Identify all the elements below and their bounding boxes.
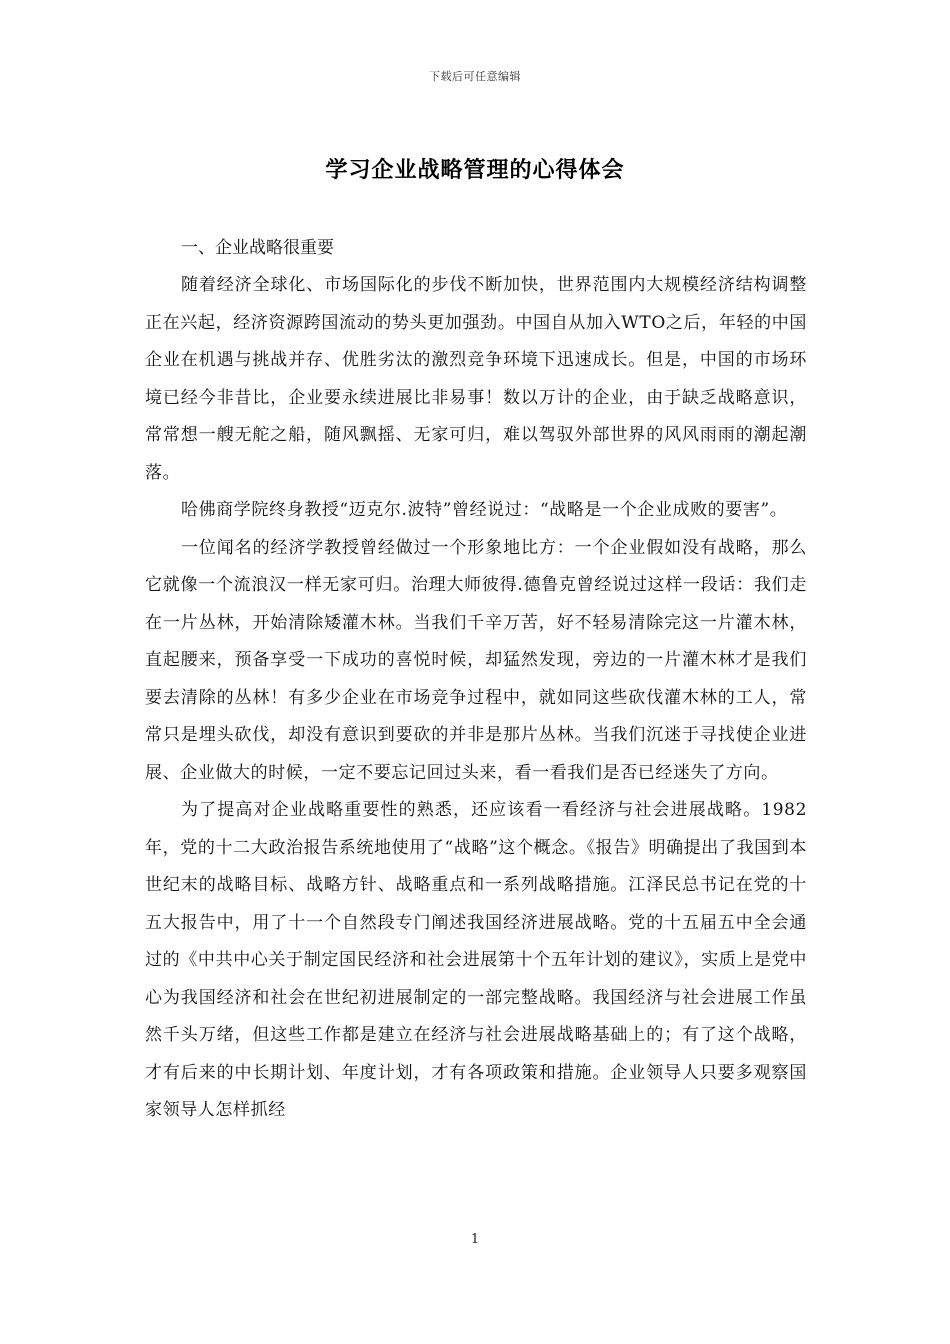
page-number: 1 bbox=[470, 1232, 480, 1247]
paragraph-1: 随着经济全球化、市场国际化的步伐不断加快，世界范围内大规模经济结构调整正在兴起，经济资源跨国流动的势头更加强劲。中国自从加入WTO之后，年轻的中国企业在机遇与挑战并存、优胜劣汰的激烈竞争环境下迅速成长。但是，中国的市场环境已经今非昔比，企业要永续进展比非易事！数以万计的企业，由于缺乏战略意识，常常想一艘无舵之船，随风飘摇、无家可归，难以驾驭外部世界的风风雨雨的潮起潮落。 bbox=[145, 275, 807, 483]
paragraph-3: 一位闻名的经济学教授曾经做过一个形象地比方：一个企业假如没有战略，那么它就像一个流浪汉一样无家可归。治理大师彼得.德鲁克曾经说过这样一段话：我们走在一片丛林，开始清除矮灌木林。当我们千辛万苦，好不轻易清除完这一片灌木林，直起腰来，预备享受一下成功的喜悦时候，却猛然发现，旁边的一片灌木林才是我们要去清除的丛林！有多少企业在市场竞争过程中，就如同这些砍伐灌木林的工人，常常只是埋头砍伐，却没有意识到要砍的并非是那片丛林。当我们沉迷于寻找使企业进展、企业做大的时候，一定不要忘记回过头来，看一看我们是否已经迷失了方向。 bbox=[145, 537, 807, 783]
paragraph-2: 哈佛商学院终身教授“迈克尔.波特”曾经说过：“战略是一个企业成败的要害”。 bbox=[181, 500, 788, 520]
header-note: 下载后可任意编辑 bbox=[429, 70, 521, 83]
section-heading: 一、企业战略很重要 bbox=[181, 238, 334, 258]
paragraph-4: 为了提高对企业战略重要性的熟悉，还应该看一看经济与社会进展战略。1982年，党的十二大政治报告系统地使用了“战略”这个概念。《报告》明确提出了我国到本世纪末的战略目标、战略方针、战略重点和一系列战略措施。江泽民总书记在党的十五大报告中，用了十一个自然段专门阐述我国经济进展战略。党的十五届五中全会通过的《中共中心关于制定国民经济和社会进展第十个五年计划的建议》，实质上是党中心为我国经济和社会在世纪初进展制定的一部完整战略。我国经济与社会进展工作虽然千头万绪，但这些工作都是建立在经济与社会进展战略基础上的；有了这个战略，才有后来的中长期计划、年度计划，才有各项政策和措施。企业领导人只要多观察国家领导人怎样抓经 bbox=[145, 800, 807, 1120]
document-body bbox=[145, 230, 807, 1130]
document-title: 学习企业战略管理的心得体会 bbox=[325, 158, 625, 183]
